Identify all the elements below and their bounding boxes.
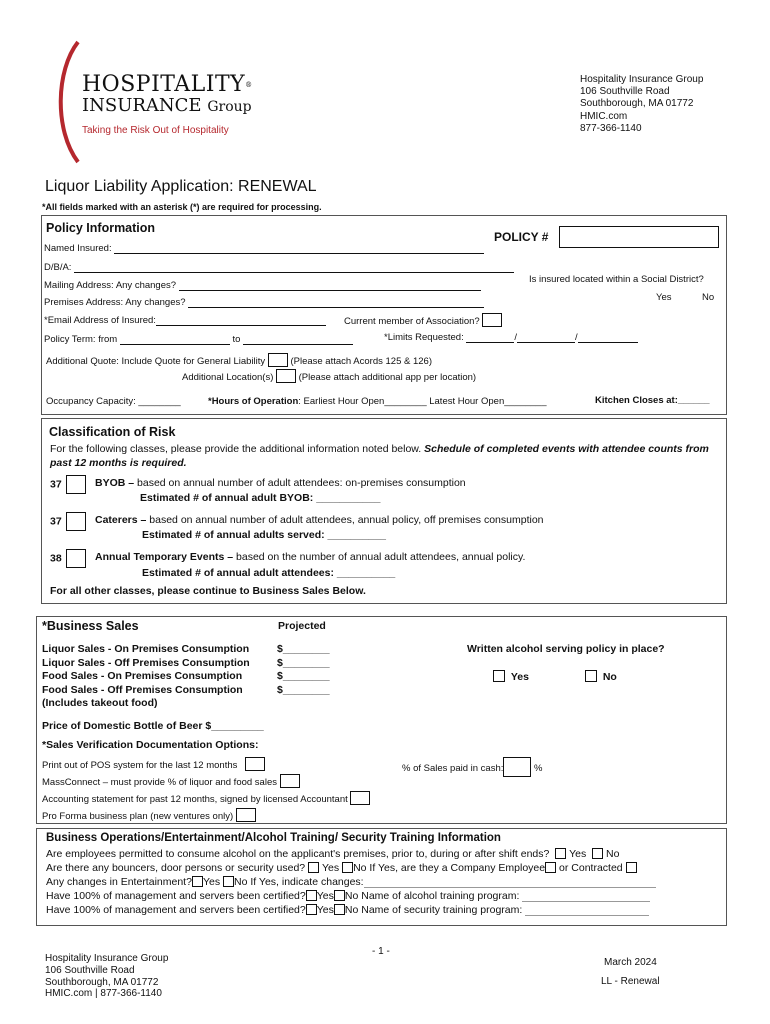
limits-field-2[interactable] bbox=[517, 332, 575, 343]
ops-q5-no-checkbox[interactable] bbox=[334, 904, 345, 915]
caterers-checkbox[interactable] bbox=[66, 512, 86, 531]
ops-q4-yes-checkbox[interactable] bbox=[306, 890, 317, 901]
events-checkbox[interactable] bbox=[66, 549, 86, 568]
ops-q3-text: Any changes in Entertainment? bbox=[46, 876, 192, 888]
logo-group: Group bbox=[207, 99, 252, 115]
occupancy-label: Occupancy Capacity: ________ bbox=[46, 396, 181, 407]
accounting-row bbox=[42, 791, 370, 805]
accounting-label: Accounting statement for past 12 months, signed by licensed Accountant bbox=[42, 794, 348, 805]
limits-slash: / bbox=[514, 332, 518, 343]
policy-number-field[interactable] bbox=[559, 226, 719, 248]
policy-title: Policy Information bbox=[46, 221, 156, 235]
limits-field-1[interactable] bbox=[466, 332, 514, 343]
named-insured-label: Named Insured: bbox=[44, 243, 112, 254]
ops-q4-text: Have 100% of management and servers been certified? bbox=[46, 890, 306, 902]
term-to-field[interactable] bbox=[243, 334, 353, 345]
class-code: 37 bbox=[50, 478, 62, 491]
risk-row-caterers bbox=[50, 512, 86, 531]
sales-amounts bbox=[277, 643, 330, 697]
ops-q5-text: Have 100% of management and servers been certified? bbox=[46, 904, 306, 916]
proforma-checkbox[interactable] bbox=[236, 808, 256, 822]
ops-q2-employee-checkbox[interactable] bbox=[545, 862, 556, 873]
class-code: 38 bbox=[50, 552, 62, 565]
byob-estimate[interactable]: Estimated # of annual adult BYOB: ___________ bbox=[140, 492, 381, 504]
sales-amount-field[interactable]: $________ bbox=[277, 683, 330, 696]
caterers-estimate[interactable]: Estimated # of annual adults served: __________ bbox=[142, 529, 386, 541]
addl-loc-row bbox=[182, 369, 476, 383]
projected-label: Projected bbox=[278, 620, 326, 632]
proforma-row bbox=[42, 808, 256, 822]
named-insured-field[interactable] bbox=[114, 243, 484, 254]
class-text: based on annual number of adult attendees: on-premises consumption bbox=[134, 477, 466, 489]
accounting-checkbox[interactable] bbox=[350, 791, 370, 805]
class-head: Annual Temporary Events – bbox=[95, 551, 234, 563]
premises-label: Premises Address: Any changes? bbox=[44, 297, 186, 308]
beer-price[interactable]: Price of Domestic Bottle of Beer $_________ bbox=[42, 720, 264, 732]
footer-date: March 2024 bbox=[604, 957, 657, 968]
cash-pct: % bbox=[534, 763, 543, 774]
ops-q5-yes-checkbox[interactable] bbox=[306, 904, 317, 915]
sales-item: Liquor Sales - On Premises Consumption bbox=[42, 643, 250, 655]
mailing-label: Mailing Address: Any changes? bbox=[44, 280, 177, 291]
ops-q2-contracted-checkbox[interactable] bbox=[626, 862, 637, 873]
logo-reg: ® bbox=[245, 81, 253, 89]
risk-row-events-text bbox=[95, 551, 525, 563]
sales-item: Food Sales - Off Premises Consumption bbox=[42, 683, 243, 696]
term-from-field[interactable] bbox=[120, 334, 230, 345]
cash-row bbox=[402, 757, 543, 777]
header-addr-line: Southborough, MA 01772 bbox=[580, 98, 694, 110]
premises-row bbox=[44, 297, 484, 308]
ops-q3 bbox=[46, 876, 656, 888]
risk-row-events bbox=[50, 549, 86, 568]
ops-q4-no-checkbox[interactable] bbox=[334, 890, 345, 901]
sales-item: Liquor Sales - Off Premises Consumption bbox=[42, 656, 250, 669]
dba-row bbox=[44, 262, 514, 273]
written-policy-yes-label: Yes bbox=[510, 671, 529, 683]
association-label: Current member of Association? bbox=[344, 316, 480, 327]
header-addr-line: 106 Southville Road bbox=[580, 86, 670, 98]
cash-field[interactable] bbox=[503, 757, 531, 777]
ops-q1-yes-checkbox[interactable] bbox=[555, 848, 566, 859]
massconnect-row bbox=[42, 774, 300, 788]
ops-q5-field[interactable] bbox=[525, 905, 649, 916]
named-insured-row bbox=[44, 243, 484, 254]
ops-q3-field[interactable] bbox=[364, 877, 656, 888]
addl-loc-label: Additional Location(s) bbox=[182, 372, 274, 383]
hours-fields[interactable]: : Earliest Hour Open________ Latest Hour Open________ bbox=[298, 396, 547, 407]
limits-slash: / bbox=[575, 332, 578, 343]
ops-q2 bbox=[46, 862, 637, 874]
ops-title: Business Operations/Entertainment/Alcohol Training/ Security Training Information bbox=[46, 832, 501, 844]
ops-q3-no-checkbox[interactable] bbox=[223, 876, 234, 887]
class-head: BYOB – bbox=[95, 477, 135, 489]
written-policy-no-label: No bbox=[602, 671, 617, 683]
term-row bbox=[44, 334, 353, 345]
logo bbox=[82, 74, 253, 136]
logo-arc bbox=[52, 40, 82, 164]
header-addr-line: 877-366-1140 bbox=[580, 122, 642, 134]
ops-q4-no: No Name of alcohol training program: bbox=[344, 890, 520, 902]
gl-quote-checkbox[interactable] bbox=[268, 353, 288, 367]
risk-intro-required: Schedule of completed events with attendee counts from past 12 months is required. bbox=[50, 443, 709, 469]
ops-q5-yes: Yes bbox=[316, 904, 334, 916]
pos-row bbox=[42, 757, 265, 771]
limits-row bbox=[384, 332, 638, 343]
association-checkbox[interactable] bbox=[482, 313, 502, 327]
logo-line1: HOSPITALITY bbox=[82, 72, 246, 97]
written-policy-question: Written alcohol serving policy in place? bbox=[467, 643, 665, 655]
ops-q2-yes-checkbox[interactable] bbox=[308, 862, 319, 873]
risk-row-byob-text bbox=[95, 477, 466, 489]
ops-q4 bbox=[46, 890, 650, 902]
byob-checkbox[interactable] bbox=[66, 475, 86, 494]
sales-item: Food Sales - On Premises Consumption bbox=[42, 670, 243, 682]
written-policy-no[interactable] bbox=[585, 670, 617, 683]
events-estimate[interactable]: Estimated # of annual adult attendees: __________ bbox=[142, 567, 396, 579]
footer-addr-line: Hospitality Insurance Group bbox=[45, 953, 169, 964]
footer-addr-line: HMIC.com | 877-366-1140 bbox=[45, 988, 162, 1000]
pos-checkbox[interactable] bbox=[245, 757, 265, 771]
ops-q5-no: No Name of security training program: bbox=[344, 904, 523, 916]
association-row bbox=[344, 313, 502, 327]
addl-quote-row bbox=[46, 353, 432, 367]
class-text: based on annual number of adult attendees, annual policy, off premises consumption bbox=[146, 514, 544, 526]
takeout-note: (Includes takeout food) bbox=[42, 697, 158, 709]
hours-row bbox=[208, 396, 547, 407]
ops-q5 bbox=[46, 904, 649, 916]
risk-footer: For all other classes, please continue to Business Sales Below. bbox=[50, 585, 366, 597]
kitchen-label[interactable]: Kitchen Closes at:______ bbox=[595, 395, 710, 406]
header-addr-line: Hospitality Insurance Group bbox=[580, 74, 704, 85]
sales-amount-field[interactable]: $________ bbox=[277, 643, 330, 655]
written-policy-no-checkbox[interactable] bbox=[585, 670, 597, 682]
risk-title: Classification of Risk bbox=[49, 425, 176, 439]
email-field[interactable] bbox=[156, 315, 326, 326]
ops-q1-yes: Yes bbox=[569, 848, 587, 860]
proforma-label: Pro Forma business plan (new ventures only) bbox=[42, 811, 234, 822]
risk-intro bbox=[50, 443, 710, 470]
ops-q1-text: Are employees permitted to consume alcohol on the applicant's premises, prior to, during or after shift ends? bbox=[46, 848, 550, 860]
written-policy-yes[interactable] bbox=[493, 670, 529, 683]
acords-note: (Please attach Acords 125 & 126) bbox=[290, 356, 432, 367]
footer-addr-line: 106 Southville Road bbox=[45, 964, 135, 976]
social-yes[interactable]: Yes bbox=[656, 292, 672, 303]
cash-label: % of Sales paid in cash: bbox=[402, 763, 504, 774]
ops-q1-no-checkbox[interactable] bbox=[592, 848, 603, 859]
required-note: *All fields marked with an asterisk (*) are required for processing. bbox=[42, 202, 322, 212]
mailing-row bbox=[44, 280, 481, 291]
massconnect-checkbox[interactable] bbox=[280, 774, 300, 788]
risk-row-byob bbox=[50, 475, 86, 494]
risk-row-caterers-text bbox=[95, 514, 544, 526]
ops-q2-yes: Yes bbox=[322, 862, 340, 874]
footer-form: LL - Renewal bbox=[601, 976, 660, 987]
addl-quote-label: Additional Quote: Include Quote for General Liability bbox=[46, 356, 266, 367]
sales-amount-field[interactable]: $________ bbox=[277, 670, 330, 682]
limits-label: *Limits Requested: bbox=[384, 332, 464, 343]
class-head: Caterers – bbox=[95, 514, 147, 526]
massconnect-label: MassConnect – must provide % of liquor and food sales bbox=[42, 777, 277, 788]
term-to-label: to bbox=[232, 334, 241, 345]
social-no[interactable]: No bbox=[702, 292, 715, 303]
ops-q2-text: Are there any bouncers, door persons or security used? bbox=[46, 862, 306, 874]
dba-label: D/B/A: bbox=[44, 262, 72, 273]
addl-loc-checkbox[interactable] bbox=[276, 369, 296, 383]
sales-items bbox=[42, 643, 250, 711]
ops-q1 bbox=[46, 848, 619, 860]
page-number: - 1 - bbox=[372, 946, 390, 957]
class-code: 37 bbox=[50, 515, 62, 528]
policy-number-label: POLICY # bbox=[494, 230, 549, 244]
limits-field-3[interactable] bbox=[578, 332, 638, 343]
ops-q4-field[interactable] bbox=[522, 891, 650, 902]
sales-amount-field[interactable]: $________ bbox=[277, 656, 330, 669]
mailing-field[interactable] bbox=[179, 280, 481, 291]
logo-line2: INSURANCE bbox=[82, 95, 202, 116]
page-title: Liquor Liability Application: RENEWAL bbox=[45, 178, 317, 195]
dba-field[interactable] bbox=[74, 262, 514, 273]
email-row bbox=[44, 315, 326, 326]
footer-address bbox=[45, 953, 168, 1000]
social-district-question: Is insured located within a Social District? bbox=[529, 274, 704, 285]
addl-loc-note: (Please attach additional app per location) bbox=[298, 372, 477, 383]
class-text: based on the number of annual adult attendees, annual policy. bbox=[233, 551, 526, 563]
email-label: *Email Address of Insured: bbox=[44, 315, 156, 326]
pos-label: Print out of POS system for the last 12 months bbox=[42, 760, 238, 771]
premises-field[interactable] bbox=[188, 297, 484, 308]
ops-q3-yes-checkbox[interactable] bbox=[192, 876, 203, 887]
ops-q2-no: No If Yes, are they a Company Employee bbox=[353, 862, 546, 874]
hours-label: *Hours of Operation bbox=[208, 396, 299, 407]
risk-intro-text: For the following classes, please provide the additional information noted below. bbox=[50, 443, 422, 455]
ops-q3-no: No If Yes, indicate changes: bbox=[234, 876, 364, 888]
term-from-label: Policy Term: from bbox=[44, 334, 118, 345]
footer-addr-line: Southborough, MA 01772 bbox=[45, 976, 159, 988]
ops-q2-contracted: or Contracted bbox=[559, 862, 623, 874]
logo-tagline: Taking the Risk Out of Hospitality bbox=[82, 125, 229, 136]
ops-q3-yes: Yes bbox=[202, 876, 221, 888]
ops-q1-no: No bbox=[606, 848, 620, 860]
header-address bbox=[580, 74, 703, 135]
sales-title: *Business Sales bbox=[42, 619, 139, 633]
verification-label: *Sales Verification Documentation Options: bbox=[42, 739, 259, 751]
written-policy-yes-checkbox[interactable] bbox=[493, 670, 505, 682]
ops-q2-no-checkbox[interactable] bbox=[342, 862, 353, 873]
ops-q4-yes: Yes bbox=[316, 890, 334, 902]
header-addr-line: HMIC.com bbox=[580, 110, 628, 122]
